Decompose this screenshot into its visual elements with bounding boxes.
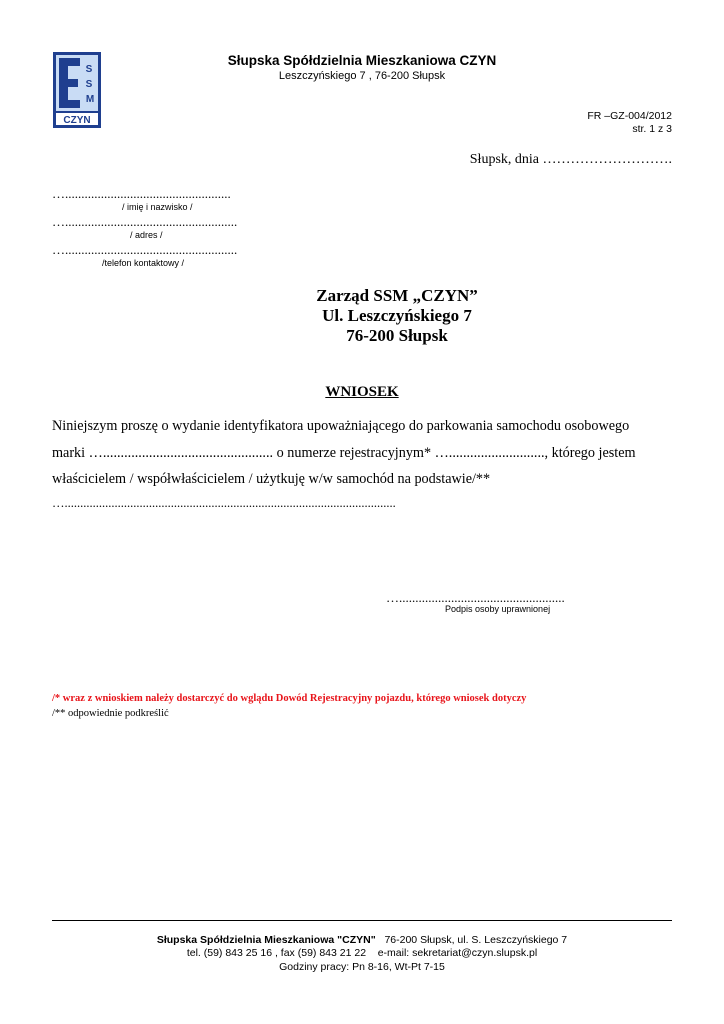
org-address: Leszczyńskiego 7 , 76-200 Słupsk bbox=[278, 70, 446, 82]
form-code: FR –GZ-004/2012 bbox=[587, 110, 672, 122]
page-number: str. 1 z 3 bbox=[632, 123, 672, 135]
date-line: Słupsk, dnia ………………………. bbox=[469, 152, 672, 167]
name-field-line[interactable]: …................................................... bbox=[52, 186, 231, 201]
body-line-2[interactable]: marki …................................................ o numerze rejestracyjnym* …..........................., którego jestem bbox=[52, 445, 636, 461]
phone-field-caption: /telefon kontaktowy / bbox=[102, 258, 185, 268]
logo-letter-1: S bbox=[85, 64, 93, 75]
logo-brand-text: CZYN bbox=[63, 115, 91, 126]
address-field-line[interactable]: …..................................................... bbox=[52, 214, 238, 229]
signature-caption: Podpis osoby uprawnionej bbox=[445, 604, 551, 614]
address-field-caption: / adres / bbox=[130, 230, 163, 240]
body-line-4[interactable]: ….......................................................................................................... bbox=[52, 496, 396, 510]
footer-divider bbox=[52, 920, 672, 921]
footer-phones: tel. (59) 843 25 16 , fax (59) 843 21 22 bbox=[186, 947, 367, 959]
footer-hours: Godziny pracy: Pn 8-16, Wt-Pt 7-15 bbox=[279, 961, 445, 973]
footnote-underline: /** odpowiednie podkreślić bbox=[52, 708, 169, 719]
org-name: Słupska Spółdzielnia Mieszkaniowa CZYN bbox=[227, 53, 497, 68]
phone-field-line[interactable]: …..................................................... bbox=[52, 242, 238, 257]
addressee-line-1: Zarząd SSM „CZYN” bbox=[316, 286, 478, 305]
document-title: WNIOSEK bbox=[325, 384, 399, 400]
footer-line-1 bbox=[0, 934, 724, 946]
logo-letter-2: S bbox=[85, 79, 93, 90]
addressee-line-2: Ul. Leszczyńskiego 7 bbox=[322, 306, 472, 325]
form-code-block bbox=[587, 110, 672, 136]
name-field-caption: / imię i nazwisko / bbox=[122, 202, 193, 212]
footer-email[interactable]: e-mail: sekretariat@czyn.slupsk.pl bbox=[377, 947, 538, 959]
addressee-line-3: 76-200 Słupsk bbox=[346, 326, 448, 345]
footer-line-2 bbox=[0, 947, 724, 959]
footer-org-name: Słupska Spółdzielnia Mieszkaniowa "CZYN" bbox=[156, 934, 376, 946]
body-line-3: właścicielem / współwłaścicielem / użytkuję w/w samochód na podstawie/** bbox=[52, 471, 491, 487]
footnote-registration: /* wraz z wnioskiem należy dostarczyć do wglądu Dowód Rejestracyjny pojazdu, którego wniosek dotyczy bbox=[52, 693, 527, 704]
body-line-1: Niniejszym proszę o wydanie identyfikatora upoważniającego do parkowania samochodu osobowego bbox=[52, 418, 630, 434]
footer-org-address: 76-200 Słupsk, ul. S. Leszczyńskiego 7 bbox=[384, 934, 568, 946]
logo-letter-3: M bbox=[85, 94, 95, 105]
signature-line[interactable]: …................................................... bbox=[386, 590, 565, 605]
